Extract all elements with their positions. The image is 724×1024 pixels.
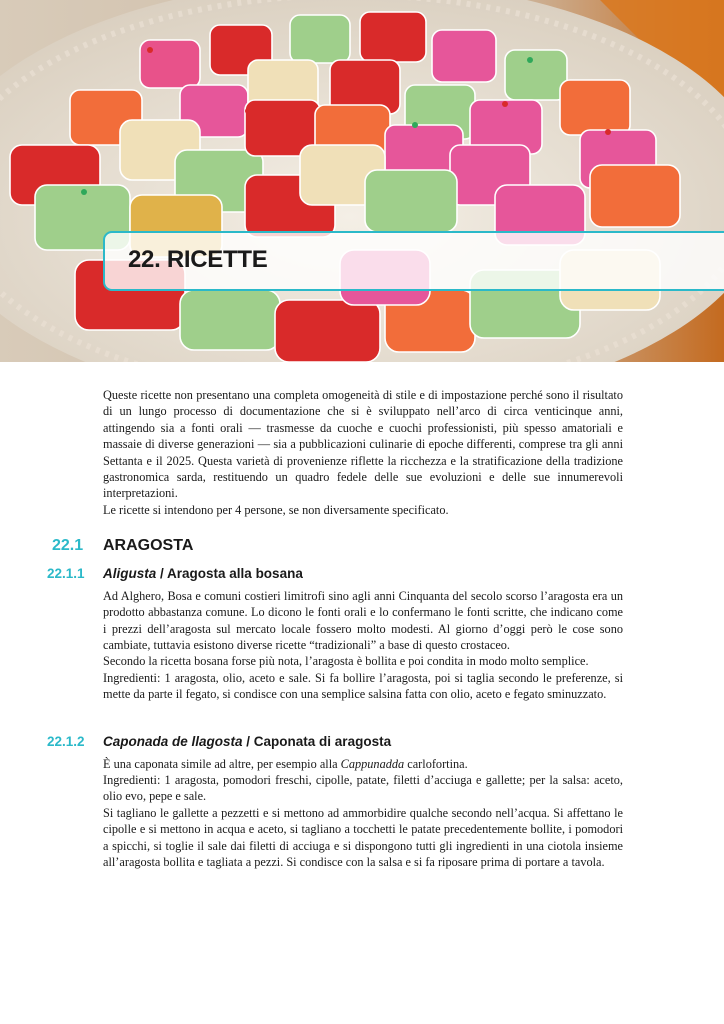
sweets-plate-illustration bbox=[0, 0, 724, 362]
recipe-emphasis: Cappunadda bbox=[340, 757, 405, 771]
section-number: 22.1 bbox=[52, 537, 84, 554]
recipe-text: carlofortina. bbox=[404, 757, 468, 771]
recipe-ingredients: Ingredienti: 1 aragosta, pomodori freschi, cipolle, patate, filetti d’acciuga e gallette; per la salsa: aceto, olio evo, pepe e sale. bbox=[103, 773, 623, 804]
intro-note: Le ricette si intendono per 4 persone, se non diversamente specificato. bbox=[103, 503, 449, 517]
recipe-paragraph bbox=[103, 756, 623, 772]
subsection-title-separator: / bbox=[156, 566, 168, 581]
subsection-title-italian: Caponata di aragosta bbox=[253, 734, 392, 749]
section-title: ARAGOSTA bbox=[103, 537, 194, 554]
subsection-title-italian: Aragosta alla bosana bbox=[167, 566, 303, 581]
recipe-paragraph: Ad Alghero, Bosa e comuni costieri limitrofi sino agli anni Cinquanta del secolo scorso l’aragosta era un prodotto abbastanza comune. Lo dicono le fonti orali e lo confermano le fonti scritte, che indicano come i prezzi dell’aragosta sul mercato locale fossero molto modesti. Al giorno d’oggi però le cose sono cambiate, tuttavia esistono diverse ricette “tradizionali” a base di questo crostaceo. bbox=[103, 589, 623, 653]
subsection-title bbox=[103, 734, 391, 749]
subsection-number: 22.1.1 bbox=[47, 566, 85, 581]
subsection-title bbox=[103, 566, 303, 581]
subsection-number: 22.1.2 bbox=[47, 734, 85, 749]
chapter-title: 22. RICETTE bbox=[128, 246, 268, 273]
subsection-title-local: Caponada de llagosta bbox=[103, 734, 243, 749]
subsection-title-local: Aligusta bbox=[103, 566, 157, 581]
chapter-hero-photo bbox=[0, 0, 724, 362]
intro-paragraph: Queste ricette non presentano una completa omogeneità di stile e di impostazione perché sono il risultato di un lungo processo di documentazione che si è sviluppato nell’arco di circa venticinque anni, attingendo sia a fonti orali — trasmesse da cuoche e cuochi professionisti, più spesso amatoriali e massaie di diverse generazioni — sia a pubblicazioni culinarie di epoche differenti, comprese tra gli anni Settanta e il 2025. Questa varietà di provenienze riflette la ricchezza e la stratificazione della tradizione gastronomica sarda, restituendo un quadro fedele delle sue evoluzioni e delle sue innumerevoli interpretazioni. bbox=[103, 388, 623, 501]
recipe-paragraph: Secondo la ricetta bosana forse più nota, l’aragosta è bollita e poi condita in modo molto semplice. bbox=[103, 654, 589, 668]
recipe-text: È una caponata simile ad altre, per esempio alla bbox=[103, 757, 341, 771]
recipe-method: Si tagliano le gallette a pezzetti e si mettono ad ammorbidire qualche secondo nell’acqua. Si affettano le cipolle e si mettono in acqua e aceto, si tagliano a tocchetti le patate precedentemente bollite, i pomodori a spicchi, si toglie il sale dai filetti di acciuga e si dispongono tutti gli ingredienti in una ciotola insieme all’aragosta bollita e tagliata a pezzi. Si condisce con la salsa e si fa riposare prima di portare a tavola. bbox=[103, 806, 623, 870]
recipe-ingredients: Ingredienti: 1 aragosta, olio, aceto e sale. Si fa bollire l’aragosta, poi si taglia secondo le preferenze, si mette da parte il fegato, si condisce con una semplice salsina fatta con olio, aceto e fegato sminuzzato. bbox=[103, 671, 623, 702]
subsection-title-separator: / bbox=[242, 734, 254, 749]
